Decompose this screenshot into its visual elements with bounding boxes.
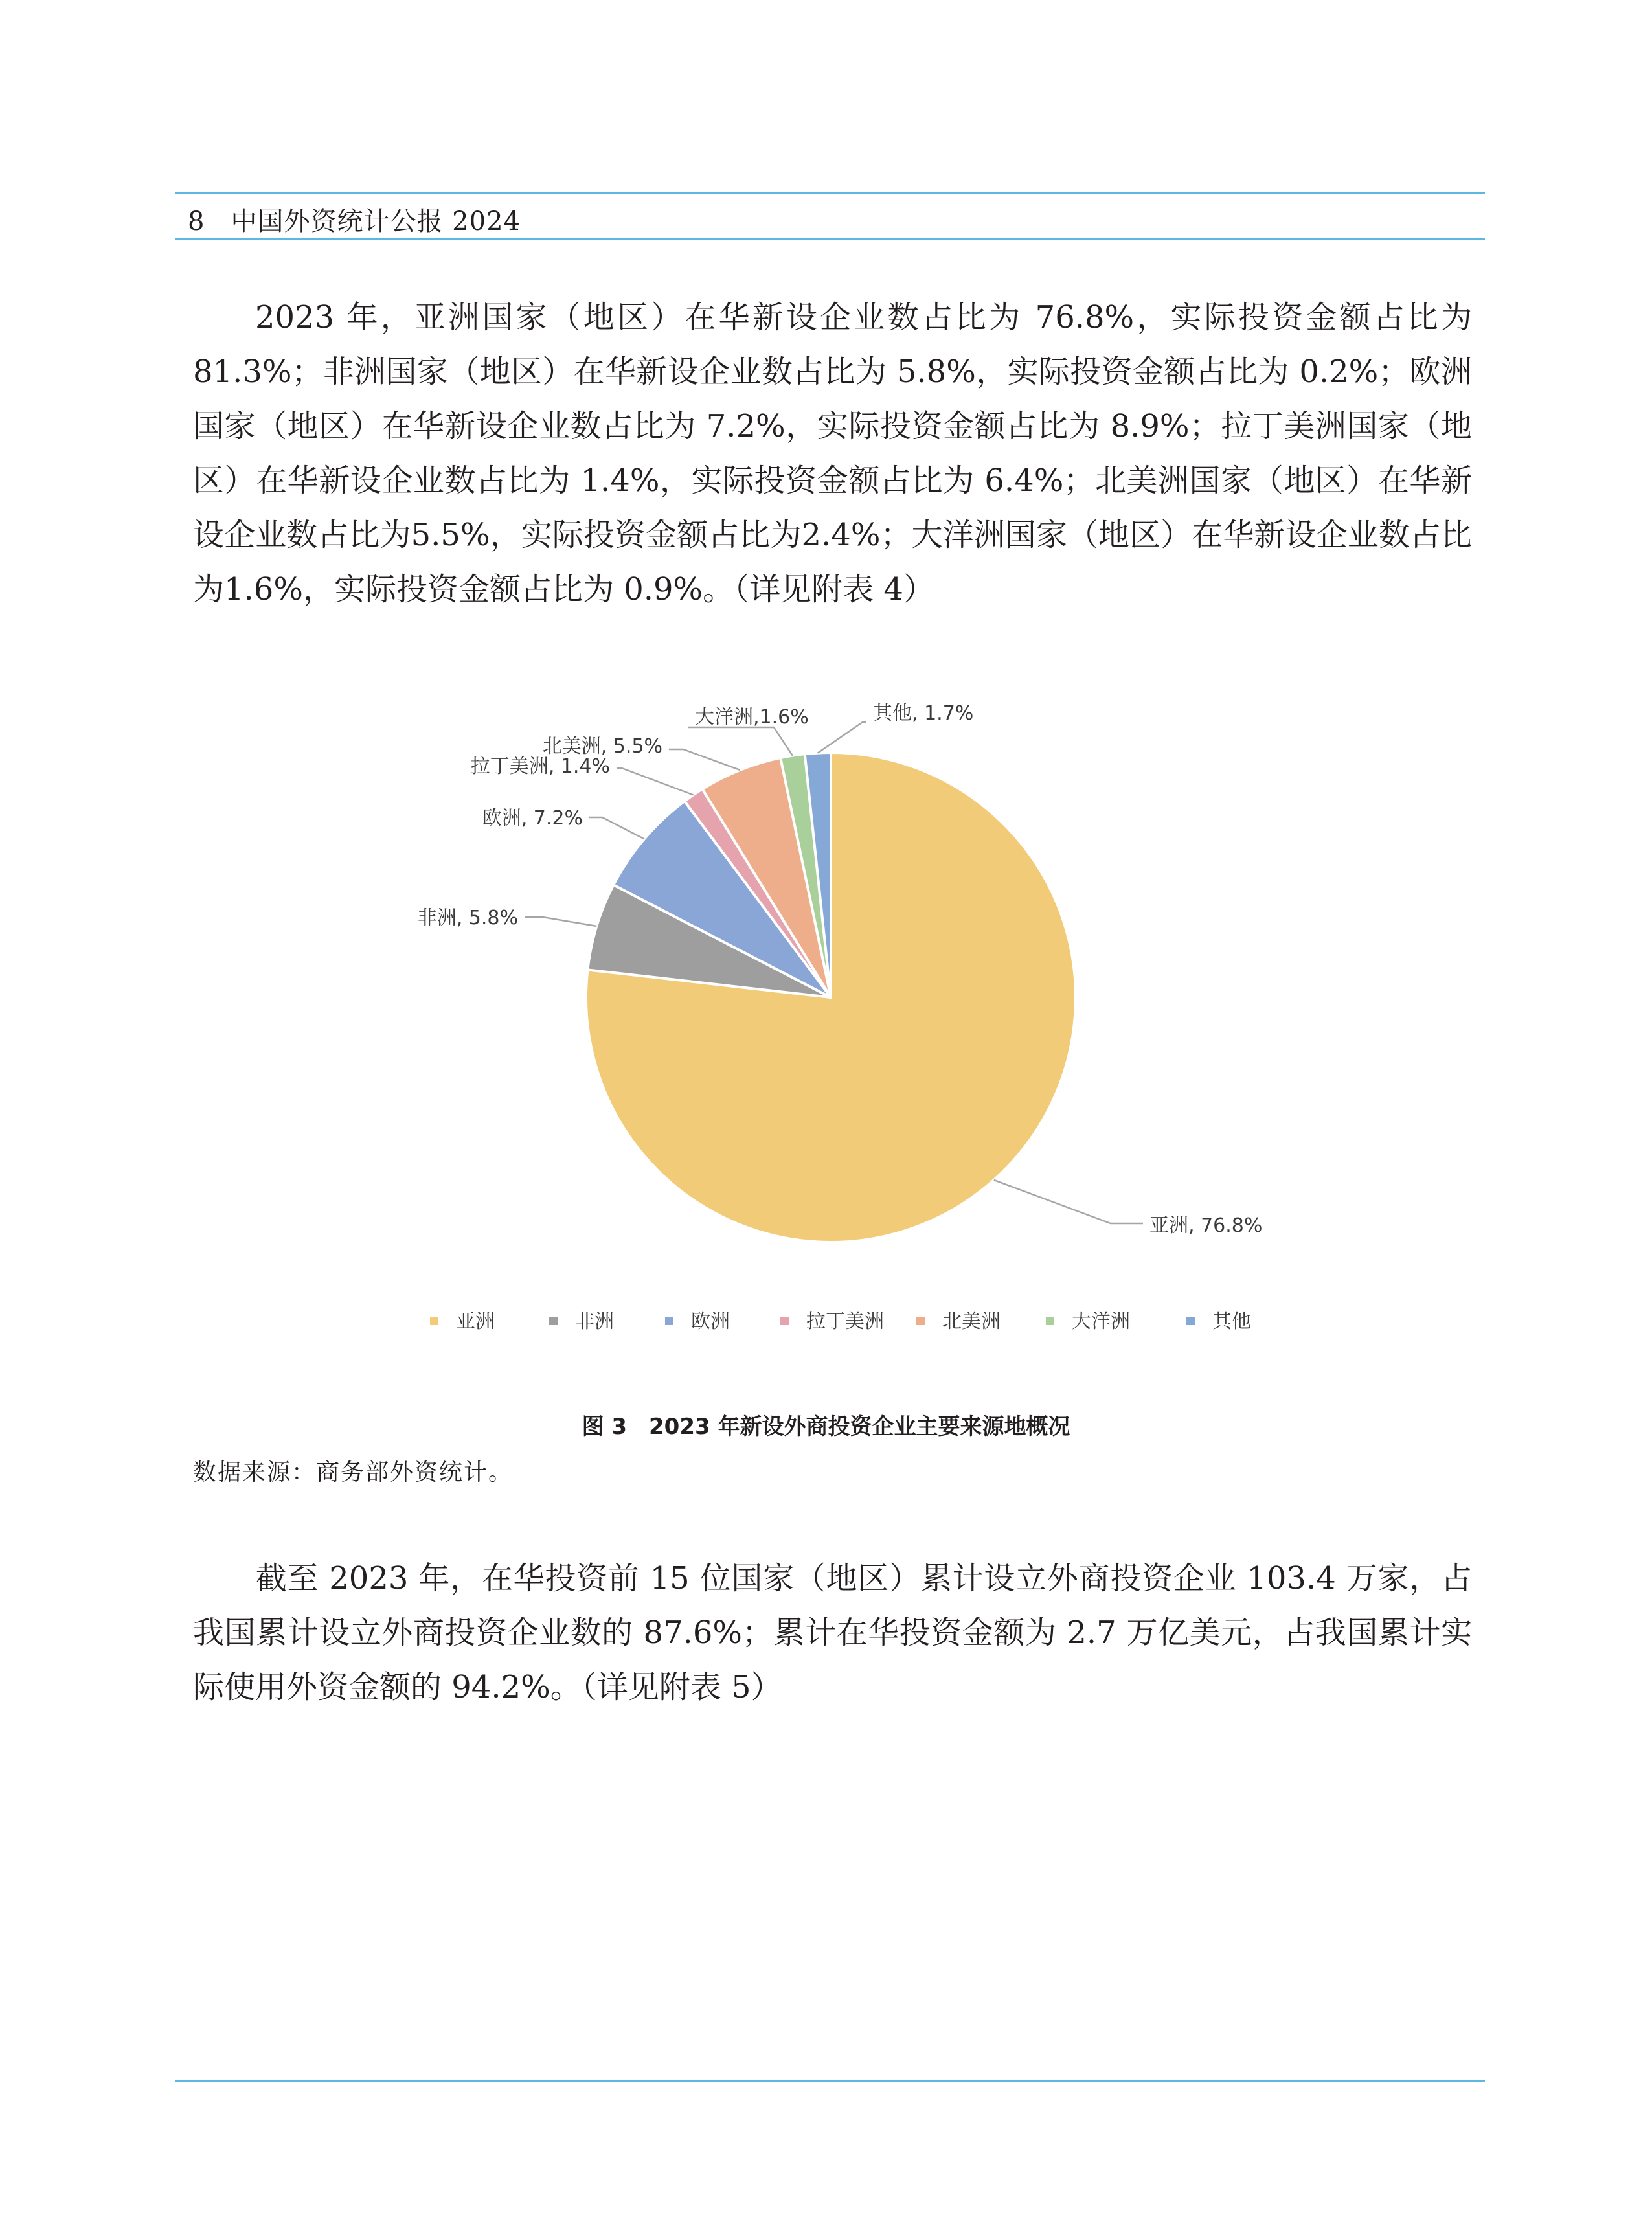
header-bottom-rule — [175, 238, 1485, 240]
legend-label-0: 亚洲 — [456, 1310, 495, 1333]
legend-swatch-6 — [1186, 1317, 1195, 1325]
leader-line-2 — [589, 817, 644, 839]
header-top-rule — [175, 192, 1485, 194]
data-source-note: 数据来源：商务部外资统计。 — [193, 1459, 514, 1486]
legend-label-3: 拉丁美洲 — [806, 1310, 884, 1333]
paragraph-continent-shares: 2023 年，亚洲国家（地区）在华新设企业数占比为 76.8%，实际投资金额占比为 81.3%；非洲国家（地区）在华新设企业数占比为 5.8%，实际投资金额占比为 0.2%；欧洲国家（地区）在华新设企业数占比为 7.2%，实际投资金额占比为 8.9%；拉丁美洲国家（地区）在华新设企业数占比为 1.4%，实际投资金额占比为 6.4%；北美洲国家（地区）在华新设企业数占比为5.5%，实际投资金额占比为2.4%；大洋洲国家（地区）在华新设企业数占比为1.6%，实际投资金额占比为 0.9%。（详见附表 4） — [193, 299, 1472, 608]
figure-caption: 图 3 2023 年新设外商投资企业主要来源地概况 — [582, 1414, 1070, 1440]
publication-title: 中国外资统计公报 2024 — [231, 207, 521, 236]
leader-line-5 — [688, 727, 793, 756]
leader-line-4 — [669, 749, 740, 770]
data-label-6: 其他, 1.7% — [873, 702, 974, 725]
paragraph-top15-sources: 截至 2023 年，在华投资前 15 位国家（地区）累计设立外商投资企业 103.4 万家，占我国累计设立外商投资企业数的 87.6%；累计在华投资金额为 2.7 万亿美元，占我国累计实际使用外资金额的 94.2%。（详见附表 5） — [193, 1560, 1472, 1705]
leader-line-1 — [525, 917, 596, 926]
data-label-0: 亚洲, 76.8% — [1149, 1214, 1263, 1237]
legend-swatch-2 — [665, 1317, 673, 1325]
data-label-3: 拉丁美洲, 1.4% — [470, 755, 610, 778]
data-label-5: 大洋洲,1.6% — [695, 706, 809, 729]
legend-label-2: 欧洲 — [691, 1310, 730, 1333]
running-header — [188, 201, 521, 238]
leader-line-3 — [617, 768, 694, 795]
data-label-2: 欧洲, 7.2% — [482, 807, 583, 830]
leader-line-0 — [994, 1180, 1143, 1223]
legend-label-4: 北美洲 — [942, 1310, 1001, 1333]
footer-rule — [175, 2080, 1485, 2082]
pie-slices — [586, 753, 1076, 1242]
legend-swatch-0 — [430, 1317, 438, 1325]
pie-chart — [0, 674, 1652, 1392]
data-label-4: 北美洲, 5.5% — [542, 735, 662, 758]
page-number: 8 — [188, 207, 205, 236]
legend-swatch-3 — [780, 1317, 789, 1325]
legend-label-1: 非洲 — [575, 1310, 614, 1333]
data-label-1: 非洲, 5.8% — [417, 907, 518, 929]
legend-swatch-4 — [916, 1317, 925, 1325]
leader-line-6 — [818, 722, 866, 753]
legend-label-5: 大洋洲 — [1072, 1310, 1130, 1333]
legend-label-6: 其他 — [1212, 1310, 1251, 1333]
chart-legend — [430, 1310, 1251, 1333]
legend-swatch-5 — [1046, 1317, 1054, 1325]
legend-swatch-1 — [549, 1317, 558, 1325]
